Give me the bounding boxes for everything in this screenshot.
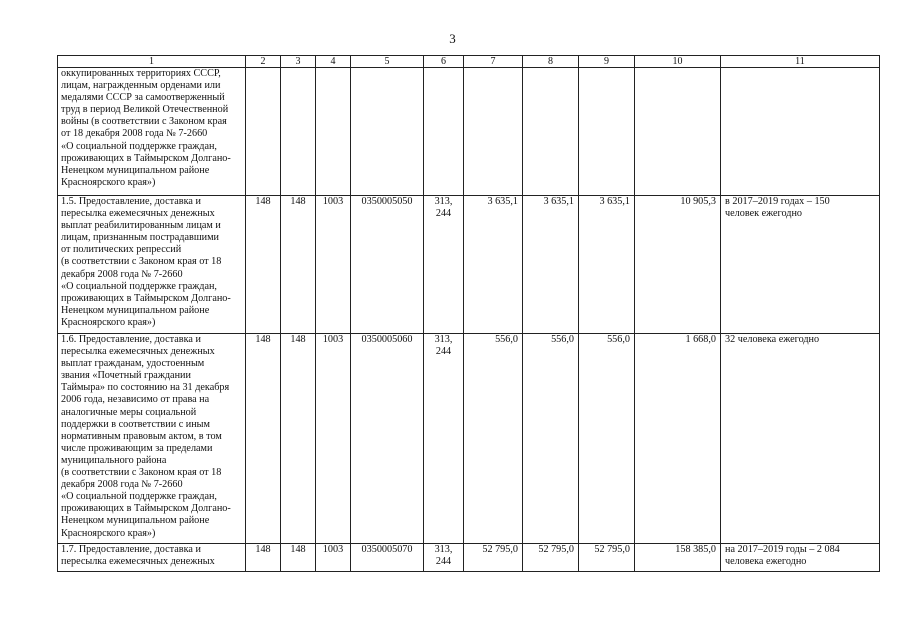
cell-line: декабря 2008 года № 7-2660 bbox=[61, 479, 183, 491]
cell-line: 313, bbox=[434, 544, 453, 555]
cell-line: пересылка ежемесячных денежных bbox=[61, 346, 215, 358]
amount-2018: 3 635,1 bbox=[523, 196, 579, 334]
amount-2019: 52 795,0 bbox=[579, 544, 635, 572]
amount-total bbox=[635, 68, 721, 196]
cell-line: 32 человека ежегодно bbox=[725, 334, 820, 345]
cell-line: Ненецком муниципальном районе bbox=[61, 304, 210, 316]
target-code: 0350005060 bbox=[351, 334, 424, 544]
budget-table bbox=[57, 55, 880, 572]
header-row bbox=[58, 56, 880, 68]
cell-line: «О социальной поддержке граждан, bbox=[61, 491, 217, 503]
amount-2017: 52 795,0 bbox=[464, 544, 523, 572]
cell-line: 313, bbox=[434, 196, 453, 207]
table-row bbox=[58, 68, 880, 196]
amount-2017: 556,0 bbox=[464, 334, 523, 544]
cell-line: «О социальной поддержке граждан, bbox=[61, 140, 217, 152]
cell-line: от 18 декабря 2008 года № 7-2660 bbox=[61, 128, 208, 140]
expected-result bbox=[721, 68, 880, 196]
cell-line: оккупированных территориях СССР, bbox=[61, 68, 221, 79]
cell-line: в 2017–2019 годах – 150 bbox=[725, 196, 830, 207]
code-cell: 148 bbox=[281, 544, 316, 572]
cell-line: 1.6. Предоставление, доставка и bbox=[61, 334, 201, 345]
cell-line: от политических репрессий bbox=[61, 244, 182, 256]
cell-line: (в соответствии с Законом края от 18 bbox=[61, 467, 222, 479]
code-cell: 148 bbox=[281, 334, 316, 544]
cell-line: проживающих в Таймырском Долгано- bbox=[61, 503, 231, 515]
table-row bbox=[58, 544, 880, 572]
amount-total: 158 385,0 bbox=[635, 544, 721, 572]
section-code: 1003 bbox=[316, 544, 351, 572]
amount-total: 10 905,3 bbox=[635, 196, 721, 334]
code-cell: 148 bbox=[246, 196, 281, 334]
cell-line: лицам, награжденным орденами или bbox=[61, 80, 221, 92]
column-header: 2 bbox=[246, 56, 281, 68]
expected-result bbox=[721, 544, 880, 572]
expense-type bbox=[424, 544, 464, 572]
cell-line: звания «Почетный граждании bbox=[61, 370, 191, 382]
amount-total: 1 668,0 bbox=[635, 334, 721, 544]
expense-type bbox=[424, 196, 464, 334]
column-header: 6 bbox=[424, 56, 464, 68]
cell-line bbox=[725, 80, 876, 92]
cell-line: 1.5. Предоставление, доставка и bbox=[61, 196, 201, 207]
table-row bbox=[58, 196, 880, 334]
cell-line: на 2017–2019 годы – 2 084 bbox=[725, 544, 840, 555]
table-row bbox=[58, 334, 880, 544]
amount-2018: 556,0 bbox=[523, 334, 579, 544]
cell-line bbox=[725, 346, 876, 358]
column-header: 3 bbox=[281, 56, 316, 68]
amount-2017: 3 635,1 bbox=[464, 196, 523, 334]
cell-line: поддержки в соответствии с иным bbox=[61, 418, 210, 430]
cell-line: нормативным правовым актом, в том bbox=[61, 430, 222, 442]
cell-line: пересылка ежемесячных денежных bbox=[61, 556, 215, 568]
cell-line: 2006 года, независимо от права на bbox=[61, 394, 210, 406]
section-code: 1003 bbox=[316, 334, 351, 544]
target-code: 0350005050 bbox=[351, 196, 424, 334]
cell-line: «О социальной поддержке граждан, bbox=[61, 280, 217, 292]
column-header: 1 bbox=[58, 56, 246, 68]
cell-line: медалями СССР за самоотверженный bbox=[61, 92, 225, 104]
cell-line: выплат реабилитированным лицам и bbox=[61, 220, 221, 232]
measure-description bbox=[58, 68, 246, 196]
cell-line: человек ежегодно bbox=[725, 208, 802, 220]
target-code bbox=[351, 68, 424, 196]
cell-line: аналогичные меры социальной bbox=[61, 406, 197, 418]
column-header: 4 bbox=[316, 56, 351, 68]
amount-2019 bbox=[579, 68, 635, 196]
column-header: 8 bbox=[523, 56, 579, 68]
expense-type bbox=[424, 334, 464, 544]
section-code: 1003 bbox=[316, 196, 351, 334]
column-header: 5 bbox=[351, 56, 424, 68]
cell-line: 313, bbox=[434, 334, 453, 345]
expected-result bbox=[721, 196, 880, 334]
amount-2019: 556,0 bbox=[579, 334, 635, 544]
cell-line: 1.7. Предоставление, доставка и bbox=[61, 544, 201, 555]
column-header: 9 bbox=[579, 56, 635, 68]
cell-line bbox=[427, 68, 460, 80]
cell-line: лицам, признанным пострадавшими bbox=[61, 232, 220, 244]
cell-line: Красноярского края») bbox=[61, 316, 156, 328]
cell-line: числе проживающим за пределами bbox=[61, 442, 213, 454]
amount-2018: 52 795,0 bbox=[523, 544, 579, 572]
cell-line: муниципального района bbox=[61, 454, 167, 466]
code-cell: 148 bbox=[281, 196, 316, 334]
measure-description bbox=[58, 334, 246, 544]
cell-line: человека ежегодно bbox=[725, 556, 807, 568]
column-header: 11 bbox=[721, 56, 880, 68]
cell-line: 244 bbox=[435, 208, 452, 220]
expense-type bbox=[424, 68, 464, 196]
cell-line: выплат гражданам, удостоенным bbox=[61, 358, 205, 370]
code-cell: 148 bbox=[246, 334, 281, 544]
cell-line: декабря 2008 года № 7-2660 bbox=[61, 268, 183, 280]
cell-line: (в соответствии с Законом края от 18 bbox=[61, 256, 222, 268]
amount-2017 bbox=[464, 68, 523, 196]
amount-2019: 3 635,1 bbox=[579, 196, 635, 334]
cell-line: 244 bbox=[435, 556, 452, 568]
cell-line: Красноярского края») bbox=[61, 176, 156, 188]
cell-line: Ненецком муниципальном районе bbox=[61, 515, 210, 527]
cell-line: Красноярского края») bbox=[61, 527, 156, 539]
cell-line: Таймыра» по состоянию на 31 декабря bbox=[61, 382, 230, 394]
column-header: 10 bbox=[635, 56, 721, 68]
code-cell bbox=[281, 68, 316, 196]
section-code bbox=[316, 68, 351, 196]
cell-line: войны (в соответствии с Законом края bbox=[61, 116, 227, 128]
cell-line: труд в период Великой Отечественной bbox=[61, 104, 229, 116]
column-header: 7 bbox=[464, 56, 523, 68]
measure-description bbox=[58, 544, 246, 572]
code-cell bbox=[246, 68, 281, 196]
cell-line bbox=[725, 68, 876, 80]
cell-line: проживающих в Таймырском Долгано- bbox=[61, 152, 231, 164]
cell-line: проживающих в Таймырском Долгано- bbox=[61, 292, 231, 304]
page-number: 3 bbox=[449, 31, 456, 46]
cell-line: Ненецком муниципальном районе bbox=[61, 164, 210, 176]
cell-line: 244 bbox=[435, 346, 452, 358]
target-code: 0350005070 bbox=[351, 544, 424, 572]
cell-line bbox=[427, 80, 460, 92]
amount-2018 bbox=[523, 68, 579, 196]
measure-description bbox=[58, 196, 246, 334]
cell-line: пересылка ежемесячных денежных bbox=[61, 208, 215, 220]
expected-result bbox=[721, 334, 880, 544]
code-cell: 148 bbox=[246, 544, 281, 572]
